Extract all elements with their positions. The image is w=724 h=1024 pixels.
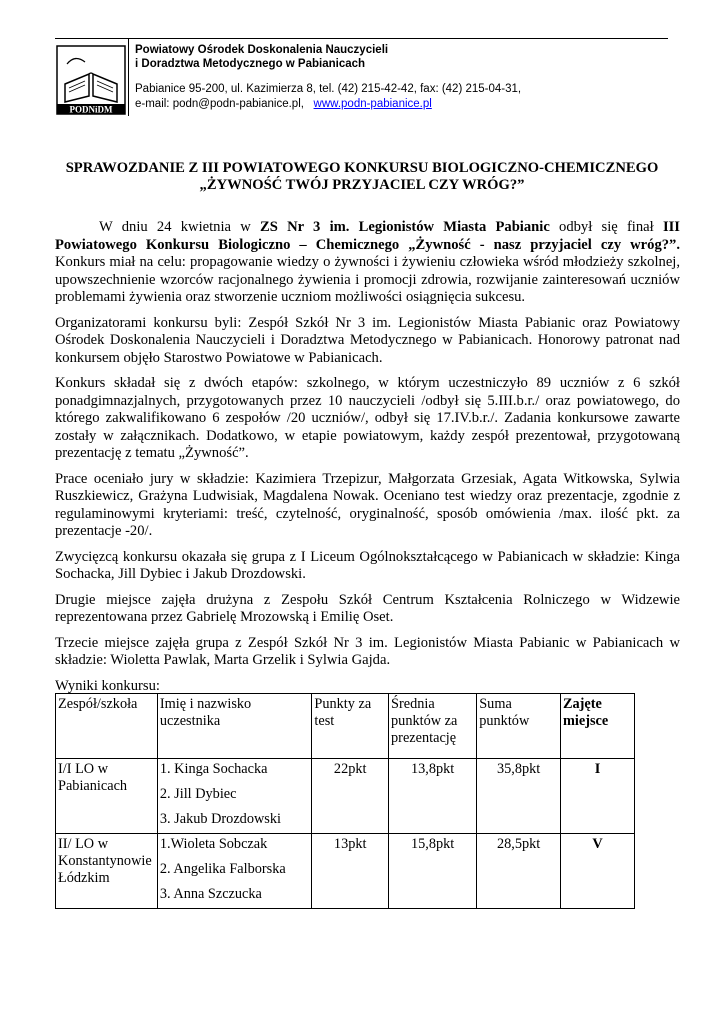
paragraph-third-place: Trzecie miejsce zajęła grupa z Zespół Szkół Nr 3 im. Legionistów Miasta Pabianic w Pabianicach w składzie: Wioletta Pawlak, Marta Grzelik i Sylwia Gajda. (55, 634, 680, 668)
paragraph-intro (55, 219, 680, 307)
intro-text-c: odbył się finał (549, 219, 663, 235)
title-line-2: „ŻYWNOŚĆ TWÓJ PRZYJACIEL CZY WRÓG?” (199, 177, 525, 193)
paragraph-stages: Konkurs składał się z dwóch etapów: szkolnego, w którym uczestniczyło 89 uczniów z 6 szkół ponadgimnazjalnych, przygotowanych przez 10 nauczycieli /odbył się 5.III.b.r./ oraz powiatowego, do którego zakwalifikowano 6 zespołów /20 uczniów/, odbył się 17.IV.b.r./. Zadania konkursowe zawarte zostały w załącznikach. Dodatkowo, w etapie powiatowym, każdy zespół prezentował, przygotowaną prezentację z tematu „Żywność”. (55, 375, 680, 461)
participant-name: 3. Jakub Drozdowski (159, 811, 281, 827)
test-points-cell: 13pkt (312, 834, 389, 909)
participant-name: 3. Anna Szczucka (159, 886, 262, 902)
letterhead (55, 38, 675, 116)
presentation-cell: 15,8pkt (389, 834, 477, 909)
organization-name (135, 43, 388, 71)
test-points-cell: 22pkt (312, 759, 389, 834)
table-row (56, 834, 635, 909)
header-top-rule (55, 38, 668, 39)
participant-name: 1. Kinga Sochacka (159, 761, 268, 777)
book-logo-icon (55, 44, 127, 116)
intro-school-name: ZS Nr 3 im. Legionistów Miasta Pabianic (259, 219, 550, 235)
email-line (135, 97, 521, 112)
school-cell: II/ LO w Konstantynowie Łódzkim (56, 834, 158, 909)
intro-contest-name: III Powiatowego Konkursu Biologiczno – Chemicznego „Żywność - nasz przyjaciel czy wróg?”. (55, 219, 680, 253)
org-line-1: Powiatowy Ośrodek Doskonalenia Nauczycieli (135, 44, 389, 56)
participant-name: 2. Jill Dybiec (159, 786, 237, 802)
place-cell: V (560, 834, 634, 909)
intro-text-a: W dniu 24 kwietnia w (99, 219, 260, 235)
header-participant: Imię i nazwisko uczestnika (157, 694, 312, 759)
participant-name: 2. Angelika Falborska (159, 861, 286, 877)
total-cell: 28,5pkt (477, 834, 561, 909)
results-table (55, 693, 635, 909)
intro-goals: Konkurs miał na celu: propagowanie wiedzy o żywności i żywieniu człowieka wśród młodzieży szkolnej, upowszechnienie wzorców racjonalnego żywienia i promocji zdrowia, rozwijanie zainteresowań uczniów problemami żywienia oraz stworzenie uczniom możliwości osiągnięcia sukcesu. (55, 254, 680, 305)
contact-info (135, 82, 521, 111)
results-heading: Wyniki konkursu: (55, 677, 160, 694)
table-row (56, 759, 635, 834)
participants-cell (157, 759, 312, 834)
table-header-row (56, 694, 635, 759)
document-title (40, 160, 684, 194)
school-cell: I/I LO w Pabianicach (56, 759, 158, 834)
website-link[interactable]: www.podn-pabianice.pl (313, 97, 432, 110)
paragraph-winner: Zwycięzcą konkursu okazała się grupa z I Liceum Ogólnokształcącego w Pabianicach w składzie: Kinga Sochacka, Jill Dybiec i Jakub Drozdowski. (55, 548, 680, 582)
email-label: e-mail: podn@podn-pabianice.pl, (135, 97, 304, 110)
header-divider (128, 38, 129, 116)
paragraph-organizers: Organizatorami konkursu byli: Zespół Szkół Nr 3 im. Legionistów Miasta Pabianic oraz Powiatowy Ośrodek Doskonalenia Nauczycieli i Doradztwa Metodycznego w Pabianicach. Honorowy patronat nad konkursem objęło Starostwo Powiatowe w Pabianicach. (55, 314, 680, 366)
paragraph-second-place: Drugie miejsce zajęła drużyna z Zespołu Szkół Centrum Kształcenia Rolniczego w Widzewie reprezentowana przez Gabrielę Mrozowską i Emilię Oset. (55, 591, 680, 625)
presentation-cell: 13,8pkt (389, 759, 477, 834)
participants-cell (157, 834, 312, 909)
header-test-points: Punkty za test (312, 694, 389, 759)
title-line-1: SPRAWOZDANIE Z III POWIATOWEGO KONKURSU BIOLOGICZNO-CHEMICZNEGO (65, 160, 659, 176)
participant-name: 1.Wioleta Sobczak (159, 836, 268, 852)
paragraph-jury: Prace oceniało jury w składzie: Kazimiera Trzepizur, Małgorzata Grzesiak, Agata Witkowska, Sylwia Ruszkiewicz, Grażyna Ludwisiak, Magdalena Nowak. Oceniano test wiedzy oraz prezentacje, zgodnie z regulaminowymi kryteriami: treść, czytelność, oryginalność, sposób omówienia /max. ilość pkt. za prezentacje -20/. (55, 470, 680, 539)
logo-text: PODNiDM (69, 104, 113, 115)
address-line: Pabianice 95-200, ul. Kazimierza 8, tel. (42) 215-42-42, fax: (42) 215-04-31, (135, 83, 522, 95)
total-cell: 35,8pkt (477, 759, 561, 834)
header-total: Suma punktów (477, 694, 561, 759)
report-body (55, 219, 680, 703)
header-presentation-avg: Średnia punktów za prezentację (389, 694, 477, 759)
header-place: Zajęte miejsce (560, 694, 634, 759)
header-school: Zespół/szkoła (56, 694, 158, 759)
org-line-2: i Doradztwa Metodycznego w Pabianicach (135, 58, 366, 70)
place-cell: I (560, 759, 634, 834)
